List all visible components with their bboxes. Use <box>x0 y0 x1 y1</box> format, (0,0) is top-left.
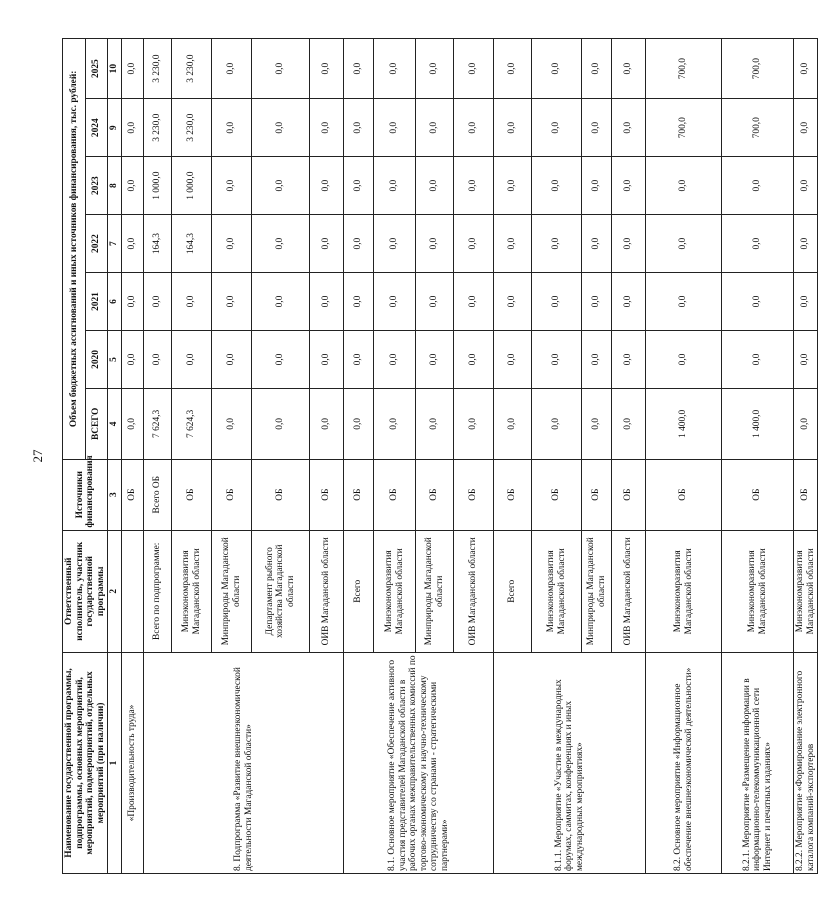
value-cell: 0,0 <box>122 99 144 157</box>
value-cell: 0,0 <box>582 99 612 157</box>
value-cell: 0,0 <box>252 39 310 99</box>
value-cell: 0,0 <box>252 388 310 459</box>
value-cell: 0,0 <box>122 39 144 99</box>
source-cell: ОБ <box>172 459 212 530</box>
value-cell: 0,0 <box>794 215 818 273</box>
value-cell: 0,0 <box>612 215 646 273</box>
value-cell: 0,0 <box>310 39 344 99</box>
value-cell: 0,0 <box>646 215 722 273</box>
value-cell: 700,0 <box>722 99 794 157</box>
value-cell: 0,0 <box>212 388 252 459</box>
year-header: 2023 <box>85 157 108 215</box>
value-cell: 0,0 <box>454 39 494 99</box>
program-name: «Производительность труда» <box>122 652 144 873</box>
value-cell: 0,0 <box>374 388 416 459</box>
value-cell: 0,0 <box>122 331 144 389</box>
column-number: 4 <box>108 388 122 459</box>
value-cell: 0,0 <box>646 273 722 331</box>
program-name: 8. Подпрограмма «Развитие внешнеэкономической деятельности Магаданской области» <box>144 652 344 873</box>
value-cell: 0,0 <box>344 157 374 215</box>
rotated-page <box>30 38 816 874</box>
value-cell: 1 400,0 <box>722 388 794 459</box>
value-cell: 0,0 <box>454 273 494 331</box>
value-cell: 0,0 <box>494 99 532 157</box>
table-row <box>722 39 794 874</box>
value-cell: 0,0 <box>122 157 144 215</box>
value-cell: 0,0 <box>532 388 582 459</box>
executor-cell: ОИВ Магаданской области <box>612 530 646 652</box>
value-cell: 0,0 <box>212 331 252 389</box>
value-cell: 0,0 <box>582 215 612 273</box>
source-cell: ОБ <box>722 459 794 530</box>
value-cell: 0,0 <box>494 39 532 99</box>
value-cell: 0,0 <box>144 331 172 389</box>
value-cell: 0,0 <box>794 157 818 215</box>
column-number: 9 <box>108 99 122 157</box>
source-cell: ОБ <box>212 459 252 530</box>
value-cell: 0,0 <box>494 388 532 459</box>
value-cell: 0,0 <box>794 388 818 459</box>
value-cell: 164,3 <box>172 215 212 273</box>
value-cell: 0,0 <box>582 331 612 389</box>
value-cell: 0,0 <box>582 157 612 215</box>
value-cell: 0,0 <box>582 39 612 99</box>
value-cell: 0,0 <box>612 39 646 99</box>
value-cell: 0,0 <box>532 39 582 99</box>
value-cell: 0,0 <box>722 215 794 273</box>
value-cell: 164,3 <box>144 215 172 273</box>
value-cell: 0,0 <box>310 388 344 459</box>
value-cell: 0,0 <box>494 331 532 389</box>
value-cell: 3 230,0 <box>172 39 212 99</box>
value-cell: 0,0 <box>252 99 310 157</box>
value-cell: 0,0 <box>122 273 144 331</box>
value-cell: 0,0 <box>374 273 416 331</box>
value-cell: 0,0 <box>494 273 532 331</box>
source-cell: ОБ <box>310 459 344 530</box>
year-header: 2022 <box>85 215 108 273</box>
value-cell: 0,0 <box>612 388 646 459</box>
value-cell: 0,0 <box>494 215 532 273</box>
value-cell: 0,0 <box>212 39 252 99</box>
value-cell: 0,0 <box>722 331 794 389</box>
value-cell: 0,0 <box>374 39 416 99</box>
column-number: 5 <box>108 331 122 389</box>
executor-cell: Минприроды Магаданской области <box>212 530 252 652</box>
value-cell: 0,0 <box>454 215 494 273</box>
source-cell: ОБ <box>494 459 532 530</box>
value-cell: 0,0 <box>494 157 532 215</box>
value-cell: 0,0 <box>252 215 310 273</box>
value-cell: 0,0 <box>612 273 646 331</box>
value-cell: 700,0 <box>646 39 722 99</box>
value-cell: 3 230,0 <box>144 99 172 157</box>
value-cell: 0,0 <box>416 99 454 157</box>
value-cell: 0,0 <box>374 99 416 157</box>
source-cell: ОБ <box>794 459 818 530</box>
year-header: 2025 <box>85 39 108 99</box>
header-source: Источники финансирования <box>63 459 108 530</box>
value-cell: 0,0 <box>454 388 494 459</box>
source-cell: ОБ <box>612 459 646 530</box>
source-cell: ОБ <box>344 459 374 530</box>
value-cell: 0,0 <box>454 157 494 215</box>
source-cell: Всего ОБ <box>144 459 172 530</box>
value-cell: 0,0 <box>646 157 722 215</box>
value-cell: 0,0 <box>212 157 252 215</box>
source-cell: ОБ <box>532 459 582 530</box>
program-name: 8.1. Основное мероприятие «Обеспечение активного участия представителей Магаданской области в рабочих органах межправительственных комиссий по торгово-экономическому и научно-техническому сотрудничеству со странами - стратегическими партнерами» <box>344 652 494 873</box>
executor-cell: Минприроды Магаданской области <box>582 530 612 652</box>
column-number: 10 <box>108 39 122 99</box>
executor-cell: Всего по подпрограмме: <box>144 530 172 652</box>
value-cell: 0,0 <box>252 273 310 331</box>
value-cell: 0,0 <box>212 273 252 331</box>
year-header: ВСЕГО <box>85 388 108 459</box>
value-cell: 7 624,3 <box>172 388 212 459</box>
header-executor: Ответственный исполнитель, участник государственной программы <box>63 530 108 652</box>
executor-cell: ОИВ Магаданской области <box>310 530 344 652</box>
executor-cell: ОИВ Магаданской области <box>454 530 494 652</box>
column-number: 2 <box>108 530 122 652</box>
source-cell: ОБ <box>122 459 144 530</box>
table-row <box>494 39 532 874</box>
program-name: 8.2.1. Мероприятие «Размещение информации в информационно-телекоммуникационной сети Интернет и печатных изданиях» <box>722 652 794 873</box>
table-row <box>122 39 144 874</box>
value-cell: 1 000,0 <box>144 157 172 215</box>
value-cell: 0,0 <box>454 331 494 389</box>
source-cell: ОБ <box>374 459 416 530</box>
value-cell: 0,0 <box>374 157 416 215</box>
value-cell: 0,0 <box>532 157 582 215</box>
value-cell: 0,0 <box>310 215 344 273</box>
value-cell: 0,0 <box>416 388 454 459</box>
value-cell: 7 624,3 <box>144 388 172 459</box>
value-cell: 0,0 <box>612 157 646 215</box>
executor-cell: Всего <box>344 530 374 652</box>
value-cell: 0,0 <box>344 388 374 459</box>
value-cell: 0,0 <box>310 331 344 389</box>
executor-cell: Минэкономразвития Магаданской области <box>794 530 818 652</box>
value-cell: 0,0 <box>794 99 818 157</box>
year-header: 2021 <box>85 273 108 331</box>
table-row <box>646 39 722 874</box>
executor-cell: Минэкономразвития Магаданской области <box>374 530 416 652</box>
value-cell: 700,0 <box>646 99 722 157</box>
value-cell: 0,0 <box>532 215 582 273</box>
value-cell: 0,0 <box>794 39 818 99</box>
value-cell: 0,0 <box>122 215 144 273</box>
executor-cell: Минэкономразвития Магаданской области <box>722 530 794 652</box>
value-cell: 0,0 <box>344 331 374 389</box>
executor-cell: Всего <box>494 530 532 652</box>
value-cell: 0,0 <box>416 273 454 331</box>
value-cell: 0,0 <box>344 39 374 99</box>
executor-cell: Минэкономразвития Магаданской области <box>172 530 212 652</box>
value-cell: 0,0 <box>646 331 722 389</box>
column-number: 8 <box>108 157 122 215</box>
program-name: 8.2.2. Мероприятие «Формирование электронного каталога компаний-экспортеров <box>794 652 818 873</box>
value-cell: 0,0 <box>252 157 310 215</box>
header-name: Наименование государственной программы, подпрограммы, основных мероприятий, мероприятий, подмероприятий, отдельных мероприятий (при наличии) <box>63 652 108 873</box>
column-number: 6 <box>108 273 122 331</box>
value-cell: 0,0 <box>344 273 374 331</box>
table-row <box>344 39 374 874</box>
value-cell: 1 400,0 <box>646 388 722 459</box>
value-cell: 0,0 <box>212 215 252 273</box>
source-cell: ОБ <box>416 459 454 530</box>
value-cell: 0,0 <box>612 99 646 157</box>
budget-table <box>62 38 818 874</box>
value-cell: 0,0 <box>344 215 374 273</box>
value-cell: 0,0 <box>416 39 454 99</box>
program-name: 8.1.1. Мероприятие «Участие в международных форумах, саммитах, конференциях и иных международных мероприятиях» <box>494 652 646 873</box>
value-cell: 0,0 <box>374 215 416 273</box>
executor-cell: Минэкономразвития Магаданской области <box>646 530 722 652</box>
column-number: 7 <box>108 215 122 273</box>
value-cell: 0,0 <box>416 157 454 215</box>
table-row <box>794 39 818 874</box>
year-header: 2024 <box>85 99 108 157</box>
value-cell: 0,0 <box>416 215 454 273</box>
executor-cell: Минэкономразвития Магаданской области <box>532 530 582 652</box>
value-cell: 3 230,0 <box>172 99 212 157</box>
value-cell: 0,0 <box>416 331 454 389</box>
value-cell: 0,0 <box>794 331 818 389</box>
value-cell: 0,0 <box>454 99 494 157</box>
value-cell: 0,0 <box>374 331 416 389</box>
value-cell: 0,0 <box>722 157 794 215</box>
value-cell: 0,0 <box>344 99 374 157</box>
value-cell: 0,0 <box>794 273 818 331</box>
value-cell: 0,0 <box>582 273 612 331</box>
column-number: 1 <box>108 652 122 873</box>
value-cell: 0,0 <box>612 331 646 389</box>
value-cell: 0,0 <box>310 157 344 215</box>
source-cell: ОБ <box>646 459 722 530</box>
value-cell: 0,0 <box>532 273 582 331</box>
value-cell: 0,0 <box>172 331 212 389</box>
value-cell: 0,0 <box>212 99 252 157</box>
value-cell: 0,0 <box>310 273 344 331</box>
value-cell: 3 230,0 <box>144 39 172 99</box>
value-cell: 0,0 <box>310 99 344 157</box>
value-cell: 0,0 <box>172 273 212 331</box>
page-number: 27 <box>30 449 45 463</box>
header-volume: Объем бюджетных ассигнований и иных источников финансирования, тыс. рублей: <box>63 39 86 460</box>
source-cell: ОБ <box>582 459 612 530</box>
year-header: 2020 <box>85 331 108 389</box>
executor-cell: Минприроды Магаданской области <box>416 530 454 652</box>
column-number: 3 <box>108 459 122 530</box>
table-row <box>144 39 172 874</box>
value-cell: 0,0 <box>144 273 172 331</box>
executor-cell: Департамент рыбного хозяйства Магаданской области <box>252 530 310 652</box>
source-cell: ОБ <box>454 459 494 530</box>
value-cell: 1 000,0 <box>172 157 212 215</box>
value-cell: 0,0 <box>122 388 144 459</box>
program-name: 8.2. Основное мероприятие «Информационное обеспечение внешнеэкономической деятельности» <box>646 652 722 873</box>
value-cell: 0,0 <box>252 331 310 389</box>
value-cell: 0,0 <box>722 273 794 331</box>
value-cell: 0,0 <box>532 99 582 157</box>
source-cell: ОБ <box>252 459 310 530</box>
executor-cell <box>122 530 144 652</box>
value-cell: 0,0 <box>532 331 582 389</box>
value-cell: 0,0 <box>582 388 612 459</box>
value-cell: 700,0 <box>722 39 794 99</box>
